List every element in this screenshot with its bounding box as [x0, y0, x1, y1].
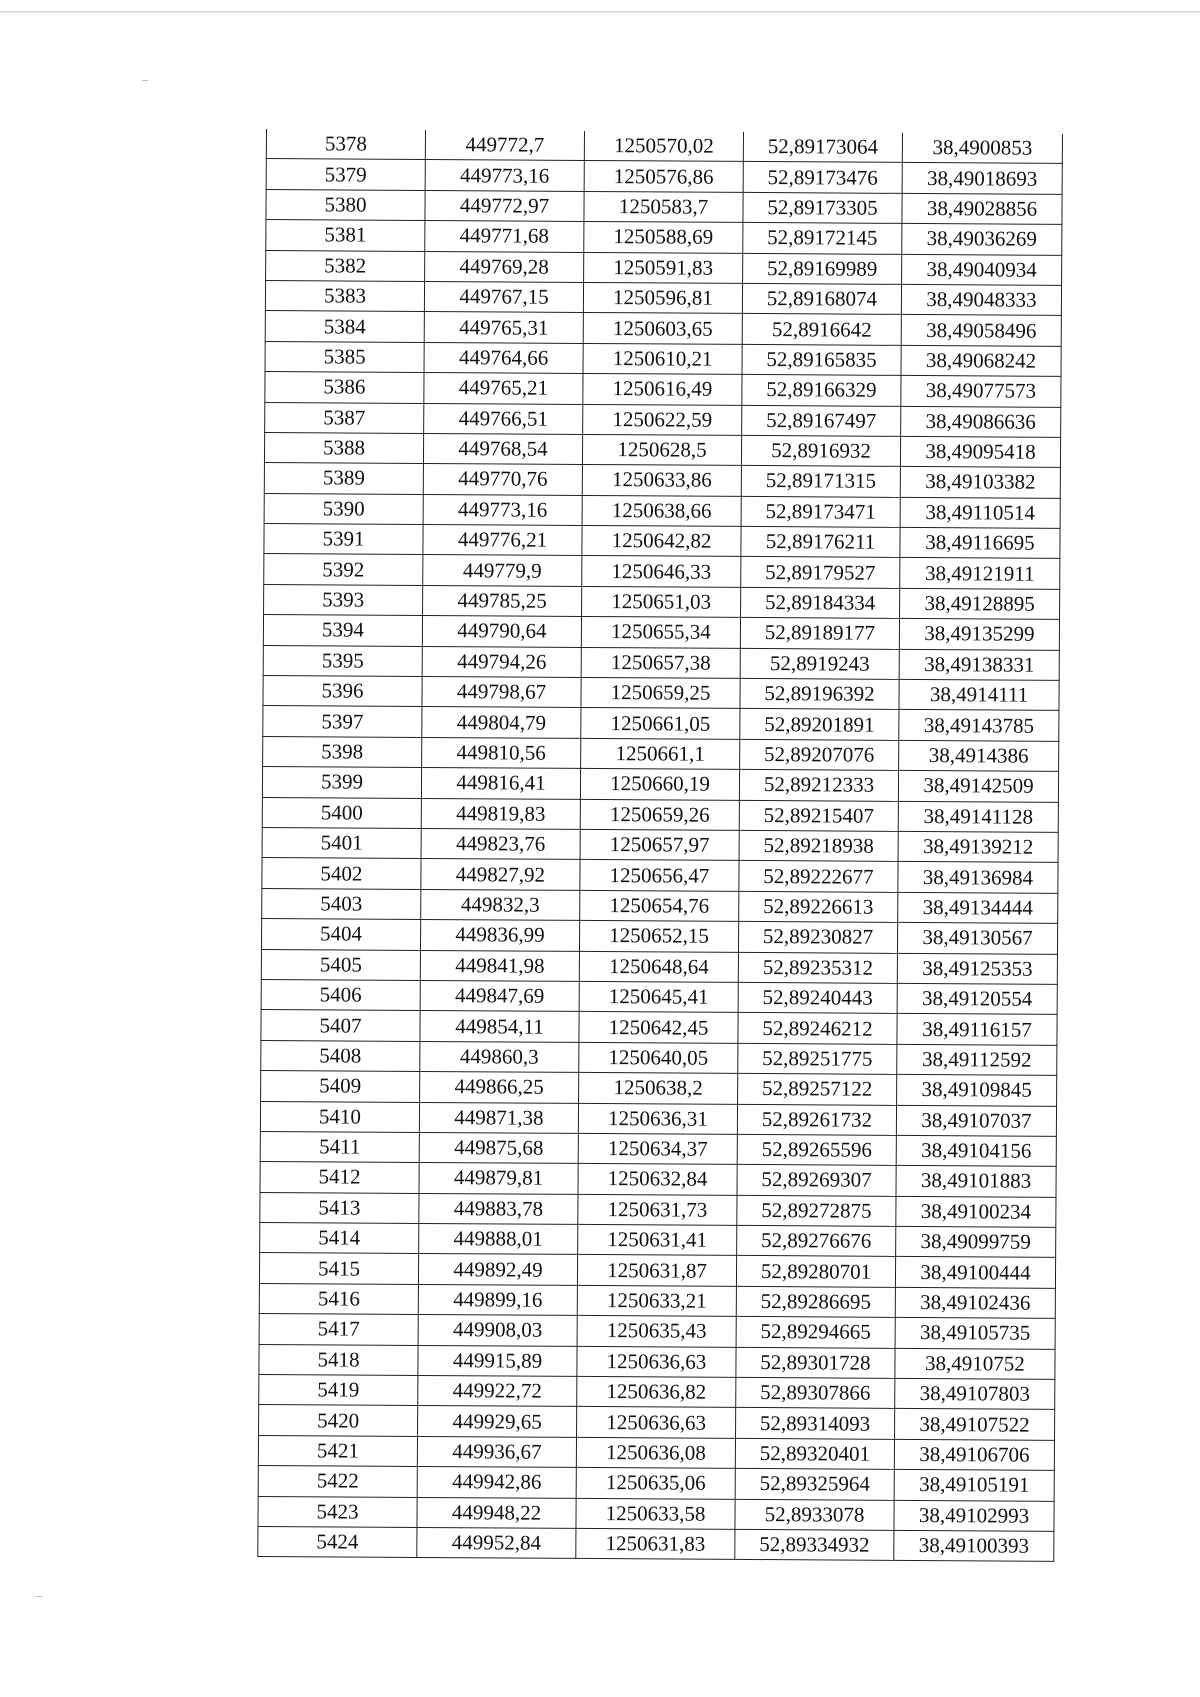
latitude-cell: 52,89173305 — [743, 192, 902, 223]
point-number-cell: 5411 — [260, 1131, 419, 1162]
longitude-cell: 38,49101883 — [896, 1166, 1056, 1197]
longitude-cell: 38,49068242 — [901, 345, 1061, 376]
y-coordinate-cell: 1250661,1 — [581, 738, 740, 769]
point-number-cell: 5406 — [261, 979, 420, 1010]
y-coordinate-cell: 1250642,82 — [582, 526, 741, 557]
point-number-cell: 5418 — [259, 1344, 418, 1375]
point-number-cell: 5397 — [263, 706, 422, 737]
table-row — [260, 1162, 1056, 1197]
x-coordinate-cell: 449892,49 — [418, 1254, 577, 1285]
latitude-cell: 52,89261732 — [737, 1104, 896, 1135]
point-number-cell: 5395 — [263, 645, 422, 676]
longitude-cell: 38,49121911 — [900, 558, 1060, 589]
x-coordinate-cell: 449769,28 — [425, 251, 584, 282]
latitude-cell: 52,89172145 — [743, 223, 902, 254]
x-coordinate-cell: 449767,15 — [424, 281, 583, 312]
table-row — [262, 767, 1058, 802]
point-number-cell: 5392 — [264, 554, 423, 585]
table-row — [260, 1223, 1056, 1258]
x-coordinate-cell: 449779,9 — [423, 555, 582, 586]
longitude-cell: 38,49142509 — [898, 771, 1058, 802]
y-coordinate-cell: 1250636,08 — [576, 1437, 735, 1468]
longitude-cell: 38,49105735 — [895, 1318, 1055, 1349]
y-coordinate-cell: 1250631,73 — [578, 1194, 737, 1225]
point-number-cell: 5417 — [259, 1314, 418, 1345]
table-row — [265, 372, 1061, 407]
y-coordinate-cell: 1250576,86 — [584, 161, 743, 192]
y-coordinate-cell: 1250638,2 — [579, 1073, 738, 1104]
coordinates-table — [257, 129, 1063, 1562]
point-number-cell: 5384 — [265, 311, 424, 342]
x-coordinate-cell: 449854,11 — [420, 1011, 579, 1042]
x-coordinate-cell: 449936,67 — [417, 1436, 576, 1467]
latitude-cell: 52,89173476 — [743, 162, 902, 193]
longitude-cell: 38,49102993 — [894, 1500, 1054, 1531]
x-coordinate-cell: 449827,92 — [421, 859, 580, 890]
x-coordinate-cell: 449810,56 — [422, 737, 581, 768]
y-coordinate-cell: 1250570,02 — [584, 131, 743, 162]
x-coordinate-cell: 449875,68 — [419, 1132, 578, 1163]
y-coordinate-cell: 1250635,43 — [577, 1316, 736, 1347]
table-row — [259, 1374, 1055, 1409]
latitude-cell: 52,8933078 — [735, 1499, 894, 1530]
longitude-cell: 38,49130567 — [897, 923, 1057, 954]
point-number-cell: 5421 — [258, 1435, 417, 1466]
point-number-cell: 5394 — [263, 615, 422, 646]
point-number-cell: 5378 — [266, 129, 425, 160]
point-number-cell: 5422 — [258, 1466, 417, 1497]
scan-speck — [142, 80, 148, 81]
table-row — [261, 949, 1057, 984]
y-coordinate-cell: 1250660,19 — [580, 769, 739, 800]
table-row — [266, 250, 1062, 285]
table-row — [261, 1010, 1057, 1045]
table-row — [265, 341, 1061, 376]
point-number-cell: 5419 — [259, 1374, 418, 1405]
latitude-cell: 52,89196392 — [740, 678, 899, 709]
longitude-cell: 38,49086636 — [901, 406, 1061, 437]
latitude-cell: 52,89169989 — [743, 253, 902, 284]
x-coordinate-cell: 449765,31 — [424, 312, 583, 343]
table-row — [266, 220, 1062, 255]
longitude-cell: 38,49100234 — [896, 1196, 1056, 1227]
table-row — [258, 1435, 1054, 1470]
x-coordinate-cell: 449915,89 — [418, 1345, 577, 1376]
x-coordinate-cell: 449764,66 — [424, 342, 583, 373]
latitude-cell: 52,89294665 — [736, 1317, 895, 1348]
point-number-cell: 5391 — [264, 524, 423, 555]
y-coordinate-cell: 1250631,83 — [576, 1528, 735, 1559]
point-number-cell: 5414 — [260, 1223, 419, 1254]
latitude-cell: 52,89226613 — [739, 891, 898, 922]
longitude-cell: 38,49109845 — [897, 1074, 1057, 1105]
latitude-cell: 52,89171315 — [741, 466, 900, 497]
point-number-cell: 5399 — [262, 767, 421, 798]
longitude-cell: 38,49120554 — [897, 983, 1057, 1014]
point-number-cell: 5393 — [264, 584, 423, 615]
point-number-cell: 5381 — [266, 220, 425, 251]
table-row — [263, 676, 1059, 711]
latitude-cell: 52,89212333 — [739, 770, 898, 801]
y-coordinate-cell: 1250633,58 — [576, 1498, 735, 1529]
y-coordinate-cell: 1250656,47 — [580, 860, 739, 891]
x-coordinate-cell: 449841,98 — [420, 950, 579, 981]
y-coordinate-cell: 1250596,81 — [583, 282, 742, 313]
latitude-cell: 52,89222677 — [739, 861, 898, 892]
x-coordinate-cell: 449860,3 — [420, 1041, 579, 1072]
x-coordinate-cell: 449776,21 — [423, 525, 582, 556]
latitude-cell: 52,8919243 — [740, 648, 899, 679]
table-row — [260, 1192, 1056, 1227]
point-number-cell: 5380 — [266, 189, 425, 220]
y-coordinate-cell: 1250583,7 — [584, 191, 743, 222]
x-coordinate-cell: 449948,22 — [417, 1497, 576, 1528]
y-coordinate-cell: 1250591,83 — [584, 252, 743, 283]
latitude-cell: 52,89320401 — [735, 1438, 894, 1469]
table-row — [262, 858, 1058, 893]
latitude-cell: 52,89301728 — [736, 1347, 895, 1378]
y-coordinate-cell: 1250633,86 — [582, 465, 741, 496]
point-number-cell: 5382 — [266, 250, 425, 281]
point-number-cell: 5420 — [259, 1405, 418, 1436]
x-coordinate-cell: 449771,68 — [425, 221, 584, 252]
longitude-cell: 38,49141128 — [898, 801, 1058, 832]
x-coordinate-cell: 449871,38 — [419, 1102, 578, 1133]
y-coordinate-cell: 1250640,05 — [579, 1042, 738, 1073]
latitude-cell: 52,89215407 — [739, 800, 898, 831]
longitude-cell: 38,49106706 — [894, 1439, 1054, 1470]
longitude-cell: 38,49128895 — [900, 588, 1060, 619]
point-number-cell: 5403 — [262, 888, 421, 919]
y-coordinate-cell: 1250652,15 — [579, 921, 738, 952]
latitude-cell: 52,89189177 — [740, 618, 899, 649]
y-coordinate-cell: 1250603,65 — [583, 313, 742, 344]
point-number-cell: 5396 — [263, 676, 422, 707]
x-coordinate-cell: 449836,99 — [420, 920, 579, 951]
latitude-cell: 52,8916642 — [742, 314, 901, 345]
point-number-cell: 5415 — [259, 1253, 418, 1284]
table-row — [264, 493, 1060, 528]
latitude-cell: 52,89265596 — [737, 1134, 896, 1165]
latitude-cell: 52,89176211 — [741, 526, 900, 557]
longitude-cell: 38,49102436 — [895, 1287, 1055, 1318]
y-coordinate-cell: 1250657,97 — [580, 829, 739, 860]
longitude-cell: 38,49100444 — [895, 1257, 1055, 1288]
table-row — [259, 1253, 1055, 1288]
point-number-cell: 5401 — [262, 827, 421, 858]
table-row — [265, 280, 1061, 315]
point-number-cell: 5412 — [260, 1162, 419, 1193]
point-number-cell: 5413 — [260, 1192, 419, 1223]
y-coordinate-cell: 1250655,34 — [581, 617, 740, 648]
longitude-cell: 38,49104156 — [896, 1135, 1056, 1166]
y-coordinate-cell: 1250645,41 — [579, 981, 738, 1012]
table-row — [264, 524, 1060, 559]
y-coordinate-cell: 1250648,64 — [579, 951, 738, 982]
y-coordinate-cell: 1250638,66 — [582, 495, 741, 526]
x-coordinate-cell: 449952,84 — [417, 1527, 576, 1558]
latitude-cell: 52,89201891 — [740, 709, 899, 740]
table-row — [263, 615, 1059, 650]
longitude-cell: 38,49036269 — [902, 224, 1062, 255]
y-coordinate-cell: 1250634,37 — [578, 1133, 737, 1164]
table-row — [263, 736, 1059, 771]
latitude-cell: 52,89235312 — [738, 952, 897, 983]
x-coordinate-cell: 449942,86 — [417, 1467, 576, 1498]
x-coordinate-cell: 449888,01 — [419, 1224, 578, 1255]
longitude-cell: 38,4900853 — [902, 133, 1062, 164]
longitude-cell: 38,49112592 — [897, 1044, 1057, 1075]
x-coordinate-cell: 449847,69 — [420, 980, 579, 1011]
y-coordinate-cell: 1250654,76 — [580, 890, 739, 921]
longitude-cell: 38,4914111 — [899, 679, 1059, 710]
x-coordinate-cell: 449765,21 — [424, 373, 583, 404]
y-coordinate-cell: 1250588,69 — [584, 222, 743, 253]
table-row — [266, 159, 1062, 194]
longitude-cell: 38,49143785 — [899, 710, 1059, 741]
latitude-cell: 52,89272875 — [737, 1195, 896, 1226]
point-number-cell: 5402 — [262, 858, 421, 889]
x-coordinate-cell: 449785,25 — [423, 585, 582, 616]
point-number-cell: 5405 — [261, 949, 420, 980]
latitude-cell: 52,89218938 — [739, 830, 898, 861]
table-row — [264, 463, 1060, 498]
longitude-cell: 38,49125353 — [897, 953, 1057, 984]
table-row — [264, 584, 1060, 619]
longitude-cell: 38,49100393 — [894, 1530, 1054, 1561]
table-row — [265, 402, 1061, 437]
y-coordinate-cell: 1250610,21 — [583, 343, 742, 374]
longitude-cell: 38,4910752 — [895, 1348, 1055, 1379]
latitude-cell: 52,89314093 — [736, 1408, 895, 1439]
table-row — [264, 432, 1060, 467]
longitude-cell: 38,49040934 — [902, 254, 1062, 285]
longitude-cell: 38,49136984 — [898, 862, 1058, 893]
point-number-cell: 5385 — [265, 341, 424, 372]
y-coordinate-cell: 1250659,25 — [581, 677, 740, 708]
y-coordinate-cell: 1250636,63 — [577, 1407, 736, 1438]
table-row — [259, 1283, 1055, 1318]
y-coordinate-cell: 1250635,06 — [576, 1468, 735, 1499]
point-number-cell: 5404 — [261, 919, 420, 950]
longitude-cell: 38,49099759 — [896, 1226, 1056, 1257]
latitude-cell: 52,89184334 — [741, 587, 900, 618]
latitude-cell: 52,89307866 — [736, 1377, 895, 1408]
scan-speck — [36, 1596, 42, 1597]
table-row — [258, 1526, 1054, 1561]
latitude-cell: 52,89325964 — [735, 1469, 894, 1500]
table-row — [259, 1344, 1055, 1379]
x-coordinate-cell: 449899,16 — [418, 1284, 577, 1315]
y-coordinate-cell: 1250636,82 — [577, 1376, 736, 1407]
y-coordinate-cell: 1250616,49 — [583, 374, 742, 405]
longitude-cell: 38,49116157 — [897, 1014, 1057, 1045]
longitude-cell: 38,49028856 — [902, 193, 1062, 224]
x-coordinate-cell: 449768,54 — [423, 433, 582, 464]
longitude-cell: 38,49135299 — [899, 619, 1059, 650]
x-coordinate-cell: 449879,81 — [419, 1163, 578, 1194]
point-number-cell: 5398 — [263, 736, 422, 767]
table-row — [259, 1405, 1055, 1440]
x-coordinate-cell: 449908,03 — [418, 1315, 577, 1346]
latitude-cell: 52,89165835 — [742, 344, 901, 375]
point-number-cell: 5424 — [258, 1526, 417, 1557]
longitude-cell: 38,49107803 — [895, 1378, 1055, 1409]
latitude-cell: 52,89166329 — [742, 375, 901, 406]
y-coordinate-cell: 1250622,59 — [583, 404, 742, 435]
x-coordinate-cell: 449922,72 — [418, 1375, 577, 1406]
x-coordinate-cell: 449766,51 — [424, 403, 583, 434]
latitude-cell: 52,89257122 — [738, 1074, 897, 1105]
x-coordinate-cell: 449773,16 — [423, 494, 582, 525]
longitude-cell: 38,49103382 — [900, 467, 1060, 498]
y-coordinate-cell: 1250631,41 — [578, 1224, 737, 1255]
point-number-cell: 5388 — [264, 432, 423, 463]
x-coordinate-cell: 449929,65 — [418, 1406, 577, 1437]
latitude-cell: 52,89251775 — [738, 1043, 897, 1074]
table-row — [261, 919, 1057, 954]
table-row — [261, 979, 1057, 1014]
table-row — [262, 827, 1058, 862]
coordinates-table-body — [258, 129, 1063, 1562]
y-coordinate-cell: 1250631,87 — [577, 1255, 736, 1286]
table-row — [260, 1101, 1056, 1136]
longitude-cell: 38,49134444 — [898, 892, 1058, 923]
longitude-cell: 38,49095418 — [900, 436, 1060, 467]
x-coordinate-cell: 449832,3 — [421, 889, 580, 920]
x-coordinate-cell: 449804,79 — [422, 707, 581, 738]
point-number-cell: 5408 — [261, 1040, 420, 1071]
table-row — [262, 888, 1058, 923]
x-coordinate-cell: 449772,97 — [425, 190, 584, 221]
point-number-cell: 5409 — [261, 1071, 420, 1102]
coordinates-table-container — [257, 129, 1063, 1562]
latitude-cell: 52,89269307 — [737, 1165, 896, 1196]
longitude-cell: 38,49110514 — [900, 497, 1060, 528]
point-number-cell: 5410 — [260, 1101, 419, 1132]
table-row — [266, 189, 1062, 224]
longitude-cell: 38,4914386 — [899, 740, 1059, 771]
latitude-cell: 52,89179527 — [741, 557, 900, 588]
point-number-cell: 5379 — [266, 159, 425, 190]
latitude-cell: 52,89167497 — [742, 405, 901, 436]
y-coordinate-cell: 1250633,21 — [577, 1285, 736, 1316]
y-coordinate-cell: 1250642,45 — [579, 1012, 738, 1043]
table-row — [266, 129, 1062, 164]
longitude-cell: 38,49048333 — [901, 284, 1061, 315]
y-coordinate-cell: 1250661,05 — [581, 708, 740, 739]
longitude-cell: 38,49139212 — [898, 831, 1058, 862]
y-coordinate-cell: 1250636,63 — [577, 1346, 736, 1377]
longitude-cell: 38,49138331 — [899, 649, 1059, 680]
x-coordinate-cell: 449819,83 — [421, 798, 580, 829]
longitude-cell: 38,49058496 — [901, 315, 1061, 346]
table-row — [259, 1314, 1055, 1349]
point-number-cell: 5389 — [264, 463, 423, 494]
scan-top-edge — [0, 11, 1200, 13]
table-row — [263, 706, 1059, 741]
table-row — [258, 1466, 1054, 1501]
y-coordinate-cell: 1250659,26 — [580, 799, 739, 830]
y-coordinate-cell: 1250646,33 — [582, 556, 741, 587]
x-coordinate-cell: 449866,25 — [420, 1072, 579, 1103]
table-row — [261, 1071, 1057, 1106]
y-coordinate-cell: 1250651,03 — [582, 586, 741, 617]
latitude-cell: 52,89276676 — [737, 1225, 896, 1256]
y-coordinate-cell: 1250657,38 — [581, 647, 740, 678]
x-coordinate-cell: 449798,67 — [422, 676, 581, 707]
latitude-cell: 52,89173064 — [743, 132, 902, 163]
x-coordinate-cell: 449790,64 — [422, 616, 581, 647]
table-row — [265, 311, 1061, 346]
latitude-cell: 52,89246212 — [738, 1013, 897, 1044]
longitude-cell: 38,49105191 — [894, 1470, 1054, 1501]
x-coordinate-cell: 449773,16 — [425, 160, 584, 191]
point-number-cell: 5383 — [265, 280, 424, 311]
longitude-cell: 38,49116695 — [900, 527, 1060, 558]
latitude-cell: 52,89168074 — [742, 283, 901, 314]
table-row — [258, 1496, 1054, 1531]
x-coordinate-cell: 449816,41 — [421, 768, 580, 799]
point-number-cell: 5386 — [265, 372, 424, 403]
latitude-cell: 52,89240443 — [738, 982, 897, 1013]
longitude-cell: 38,49018693 — [902, 163, 1062, 194]
table-row — [261, 1040, 1057, 1075]
point-number-cell: 5423 — [258, 1496, 417, 1527]
longitude-cell: 38,49107037 — [896, 1105, 1056, 1136]
latitude-cell: 52,89280701 — [736, 1256, 895, 1287]
x-coordinate-cell: 449770,76 — [423, 464, 582, 495]
point-number-cell: 5407 — [261, 1010, 420, 1041]
longitude-cell: 38,49077573 — [901, 376, 1061, 407]
x-coordinate-cell: 449772,7 — [425, 130, 584, 161]
point-number-cell: 5416 — [259, 1283, 418, 1314]
point-number-cell: 5387 — [265, 402, 424, 433]
longitude-cell: 38,49107522 — [895, 1409, 1055, 1440]
latitude-cell: 52,89334932 — [735, 1529, 894, 1560]
table-row — [264, 554, 1060, 589]
y-coordinate-cell: 1250628,5 — [582, 434, 741, 465]
table-row — [260, 1131, 1056, 1166]
x-coordinate-cell: 449823,76 — [421, 828, 580, 859]
point-number-cell: 5400 — [262, 797, 421, 828]
table-row — [262, 797, 1058, 832]
y-coordinate-cell: 1250632,84 — [578, 1164, 737, 1195]
x-coordinate-cell: 449794,26 — [422, 646, 581, 677]
latitude-cell: 52,89286695 — [736, 1286, 895, 1317]
latitude-cell: 52,8916932 — [741, 435, 900, 466]
latitude-cell: 52,89207076 — [740, 739, 899, 770]
table-row — [263, 645, 1059, 680]
latitude-cell: 52,89230827 — [738, 922, 897, 953]
latitude-cell: 52,89173471 — [741, 496, 900, 527]
point-number-cell: 5390 — [264, 493, 423, 524]
y-coordinate-cell: 1250636,31 — [578, 1103, 737, 1134]
x-coordinate-cell: 449883,78 — [419, 1193, 578, 1224]
